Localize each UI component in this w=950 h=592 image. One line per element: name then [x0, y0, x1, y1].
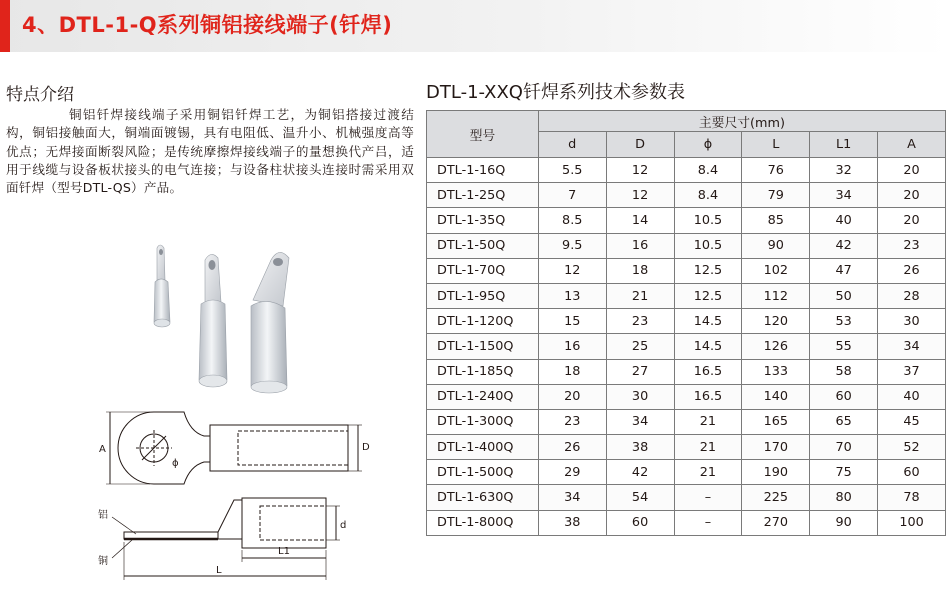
column-header: D	[606, 132, 674, 158]
table-row	[427, 334, 946, 359]
features-heading: 特点介绍	[6, 85, 74, 105]
value-cell: 7	[538, 183, 606, 208]
value-cell: 30	[878, 309, 946, 334]
value-cell: 16	[606, 233, 674, 258]
value-cell: 21	[674, 435, 742, 460]
value-cell: 12.5	[674, 258, 742, 283]
value-cell: 14.5	[674, 334, 742, 359]
model-cell: DTL-1-150Q	[427, 334, 539, 359]
value-cell: 225	[742, 485, 810, 510]
value-cell: 21	[606, 283, 674, 308]
model-cell: DTL-1-240Q	[427, 384, 539, 409]
value-cell: 34	[810, 183, 878, 208]
large-lug-image	[251, 252, 289, 393]
page-title: 4、DTL-1-Q系列铜铝接线端子(钎焊)	[22, 13, 393, 37]
model-cell: DTL-1-300Q	[427, 409, 539, 434]
value-cell: 140	[742, 384, 810, 409]
column-header: d	[538, 132, 606, 158]
value-cell: 42	[606, 460, 674, 485]
value-cell: 20	[878, 208, 946, 233]
value-cell: 75	[810, 460, 878, 485]
value-cell: 8.4	[674, 158, 742, 183]
table-row	[427, 283, 946, 308]
value-cell: –	[674, 485, 742, 510]
value-cell: 9.5	[538, 233, 606, 258]
value-cell: 100	[878, 510, 946, 535]
value-cell: 45	[878, 409, 946, 434]
column-header: L1	[810, 132, 878, 158]
value-cell: 165	[742, 409, 810, 434]
value-cell: 12	[606, 158, 674, 183]
technical-drawing	[92, 400, 422, 588]
value-cell: 79	[742, 183, 810, 208]
value-cell: 23	[878, 233, 946, 258]
value-cell: 16.5	[674, 359, 742, 384]
value-cell: 18	[606, 258, 674, 283]
small-lug-image	[154, 245, 170, 327]
features-description: 铜铝钎焊接线端子采用铜铝钎焊工艺，为铜铝搭接过渡结构，铜铝接触面大，铜端面镀锡，具有电阻低、温升小、机械强度高等优点；无焊接面断裂风险；是传统摩擦焊接线端子的量想换代产吕，适用于线缆与设备板状接头的电气连接；与设备柱状接头连接时需采用双面钎焊（型号DTL-QS）产品。	[6, 107, 414, 196]
value-cell: 40	[878, 384, 946, 409]
table-row	[427, 158, 946, 183]
table-row	[427, 258, 946, 283]
model-cell: DTL-1-400Q	[427, 435, 539, 460]
value-cell: 170	[742, 435, 810, 460]
dim-label-L1: L1	[278, 546, 290, 557]
value-cell: 190	[742, 460, 810, 485]
material-label-copper: 铜	[98, 556, 108, 567]
value-cell: 37	[878, 359, 946, 384]
value-cell: 30	[606, 384, 674, 409]
table-row	[427, 435, 946, 460]
dim-label-d: d	[340, 520, 347, 531]
value-cell: 53	[810, 309, 878, 334]
value-cell: 120	[742, 309, 810, 334]
table-row	[427, 183, 946, 208]
model-cell: DTL-1-95Q	[427, 283, 539, 308]
model-cell: DTL-1-120Q	[427, 309, 539, 334]
value-cell: 55	[810, 334, 878, 359]
table-row	[427, 233, 946, 258]
value-cell: 126	[742, 334, 810, 359]
value-cell: 60	[606, 510, 674, 535]
value-cell: 27	[606, 359, 674, 384]
value-cell: 40	[810, 208, 878, 233]
value-cell: 32	[810, 158, 878, 183]
value-cell: 34	[606, 409, 674, 434]
value-cell: 38	[606, 435, 674, 460]
value-cell: 28	[878, 283, 946, 308]
model-cell: DTL-1-500Q	[427, 460, 539, 485]
value-cell: 10.5	[674, 233, 742, 258]
dim-label-L: L	[216, 565, 222, 576]
product-photo	[143, 240, 308, 400]
top-view	[106, 412, 362, 484]
value-cell: 12	[538, 258, 606, 283]
value-cell: 26	[878, 258, 946, 283]
value-cell: 15	[538, 309, 606, 334]
value-cell: 12.5	[674, 283, 742, 308]
value-cell: 76	[742, 158, 810, 183]
value-cell: –	[674, 510, 742, 535]
value-cell: 47	[810, 258, 878, 283]
value-cell: 25	[606, 334, 674, 359]
value-cell: 10.5	[674, 208, 742, 233]
value-cell: 12	[606, 183, 674, 208]
value-cell: 18	[538, 359, 606, 384]
value-cell: 20	[878, 183, 946, 208]
column-header: A	[878, 132, 946, 158]
value-cell: 60	[810, 384, 878, 409]
value-cell: 90	[810, 510, 878, 535]
material-label-aluminum: 铝	[98, 510, 108, 521]
table-row	[427, 384, 946, 409]
table-row	[427, 485, 946, 510]
value-cell: 42	[810, 233, 878, 258]
value-cell: 23	[606, 309, 674, 334]
value-cell: 14	[606, 208, 674, 233]
value-cell: 52	[878, 435, 946, 460]
model-cell: DTL-1-630Q	[427, 485, 539, 510]
model-cell: DTL-1-16Q	[427, 158, 539, 183]
value-cell: 20	[878, 158, 946, 183]
spec-table-body	[427, 158, 946, 536]
column-header: ϕ	[674, 132, 742, 158]
table-row	[427, 359, 946, 384]
value-cell: 90	[742, 233, 810, 258]
value-cell: 70	[810, 435, 878, 460]
dim-label-D: D	[362, 442, 370, 453]
table-row	[427, 208, 946, 233]
value-cell: 26	[538, 435, 606, 460]
model-cell: DTL-1-25Q	[427, 183, 539, 208]
table-row	[427, 460, 946, 485]
value-cell: 54	[606, 485, 674, 510]
value-cell: 80	[810, 485, 878, 510]
table-row	[427, 409, 946, 434]
table-title: DTL-1-XXQ钎焊系列技术参数表	[426, 82, 685, 103]
value-cell: 21	[674, 460, 742, 485]
dimensions-group-header: 主要尺寸(mm)	[538, 111, 945, 132]
dim-label-phi: ϕ	[172, 458, 179, 469]
value-cell: 78	[878, 485, 946, 510]
table-row	[427, 510, 946, 535]
table-row	[427, 309, 946, 334]
value-cell: 20	[538, 384, 606, 409]
value-cell: 5.5	[538, 158, 606, 183]
model-cell: DTL-1-50Q	[427, 233, 539, 258]
value-cell: 16.5	[674, 384, 742, 409]
value-cell: 38	[538, 510, 606, 535]
model-cell: DTL-1-800Q	[427, 510, 539, 535]
dim-label-A: A	[99, 444, 106, 455]
value-cell: 21	[674, 409, 742, 434]
model-cell: DTL-1-70Q	[427, 258, 539, 283]
value-cell: 14.5	[674, 309, 742, 334]
value-cell: 102	[742, 258, 810, 283]
value-cell: 270	[742, 510, 810, 535]
model-header: 型号	[427, 111, 539, 158]
value-cell: 16	[538, 334, 606, 359]
value-cell: 34	[538, 485, 606, 510]
medium-lug-image	[199, 254, 227, 387]
value-cell: 60	[878, 460, 946, 485]
value-cell: 50	[810, 283, 878, 308]
value-cell: 8.5	[538, 208, 606, 233]
model-cell: DTL-1-185Q	[427, 359, 539, 384]
value-cell: 23	[538, 409, 606, 434]
column-header: L	[742, 132, 810, 158]
value-cell: 85	[742, 208, 810, 233]
value-cell: 65	[810, 409, 878, 434]
value-cell: 112	[742, 283, 810, 308]
side-view	[112, 498, 340, 580]
model-cell: DTL-1-35Q	[427, 208, 539, 233]
header-accent-bar	[0, 0, 10, 52]
value-cell: 133	[742, 359, 810, 384]
value-cell: 8.4	[674, 183, 742, 208]
spec-table	[426, 110, 946, 536]
value-cell: 58	[810, 359, 878, 384]
value-cell: 29	[538, 460, 606, 485]
value-cell: 13	[538, 283, 606, 308]
value-cell: 34	[878, 334, 946, 359]
